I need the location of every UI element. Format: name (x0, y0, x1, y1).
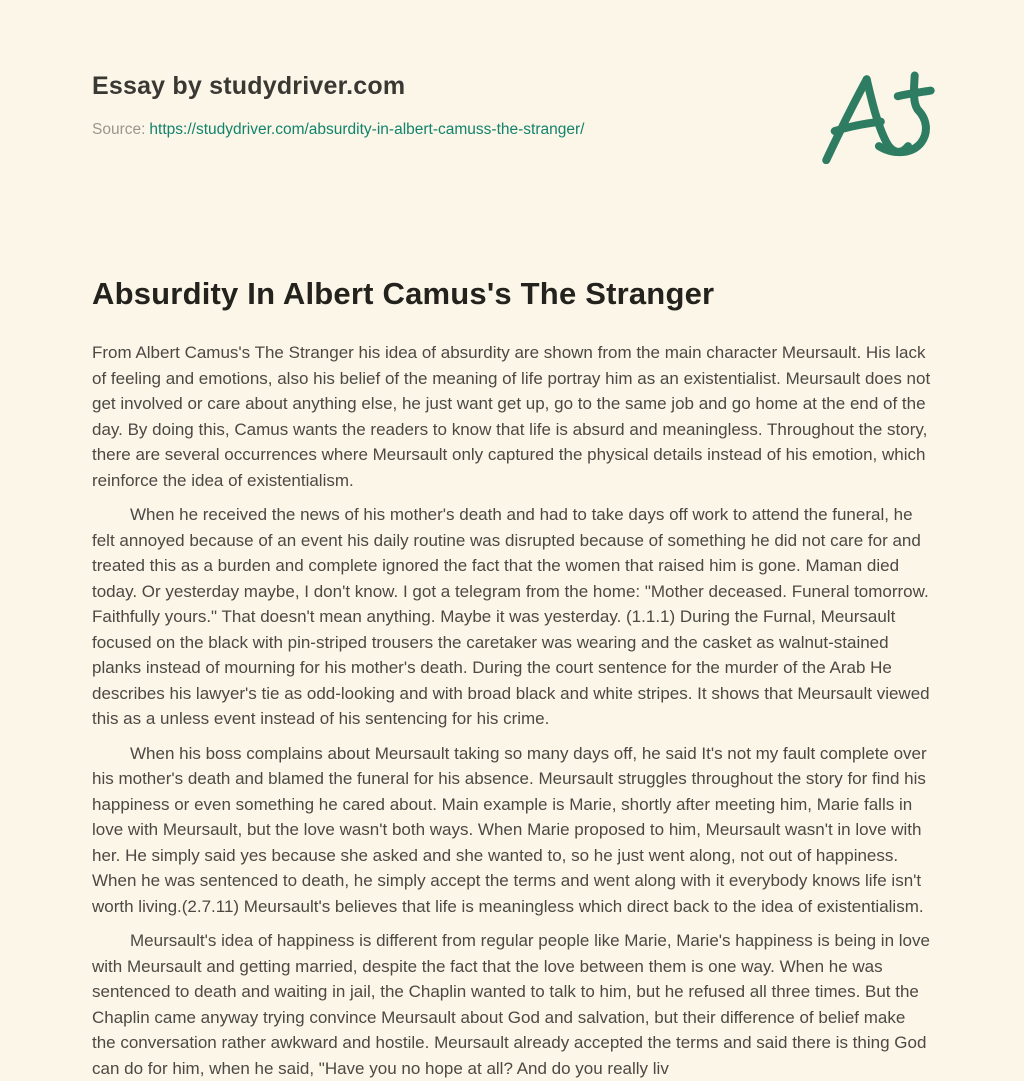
document-header (92, 72, 932, 164)
essay-body (92, 340, 932, 1081)
source-line (92, 121, 584, 139)
header-text-block (92, 72, 584, 139)
studydriver-logo (816, 68, 940, 164)
a-plus-logo-icon (816, 68, 940, 164)
essay-paragraph-3: When his boss complains about Meursault taking so many days off, he said It's not my fault complete over his mother's death and blamed the funeral for his absence. Meursault struggles throughout the story for find his happiness or even something he cared about. Main example is Marie, shortly after meeting him, Marie falls in love with Meursault, but the love wasn't both ways. When Marie proposed to him, Meursault wasn't in love with her. He simply said yes because she asked and she wanted to, so he just went along, not out of happiness. When he was sentenced to death, he simply accept the terms and went along with it everybody knows life isn't worth living.(2.7.11) Meursault's believes that life is meaningless which direct back to the idea of existentialism. (92, 743, 927, 916)
header-title: Essay by studydriver.com (92, 72, 406, 100)
source-label: Source: (92, 121, 146, 138)
essay-paragraph-4: Meursault's idea of happiness is different from regular people like Marie, Marie's happiness is being in love with Meursault and getting married, despite the fact that the love between them is one way. When he was sentenced to death and waiting in jail, the Chaplin wanted to talk to him, but he refused all three times. But the Chaplin came anyway trying convince Meursault about God and salvation, but their difference of belief make the conversation rather awkward and hostile. Meursault already accepted the terms and said there is thing God can do for him, when he said, "Have you no hope at all? And do you really liv (92, 931, 930, 1078)
essay-content (92, 276, 932, 1081)
essay-paragraph-1: From Albert Camus's The Stranger his idea of absurdity are shown from the main character Meursault. His lack of feeling and emotions, also his belief of the meaning of life portray him as an existentialist. Meursault does not get involved or care about anything else, he just want get up, go to the same job and go home at the end of the day. By doing this, Camus wants the readers to know that life is absurd and meaningless. Throughout the story, there are several occurrences where Meursault only captured the physical details instead of his emotion, which reinforce the idea of existentialism. (92, 343, 931, 490)
essay-paragraph-2: When he received the news of his mother's death and had to take days off work to attend the funeral, he felt annoyed because of an event his daily routine was disrupted because of something he did not care for and treated this as a burden and complete ignored the fact that the women that raised him is gone. Maman died today. Or yesterday maybe, I don't know. I got a telegram from the home: "Mother deceased. Funeral tomorrow. Faithfully yours." That doesn't mean anything. Maybe it was yesterday. (1.1.1) During the Furnal, Meursault focused on the black with pin-striped trousers the caretaker was wearing and the casket as walnut-stained planks instead of mourning for his mother's death. During the court sentence for the murder of the Arab He describes his lawyer's tie as odd-looking and with broad black and white stripes. It shows that Meursault viewed this as a unless event instead of his sentencing for his crime. (92, 505, 930, 728)
essay-title: Absurdity In Albert Camus's The Stranger (92, 276, 715, 311)
source-link[interactable]: https://studydriver.com/absurdity-in-albert-camuss-the-stranger/ (149, 121, 585, 138)
